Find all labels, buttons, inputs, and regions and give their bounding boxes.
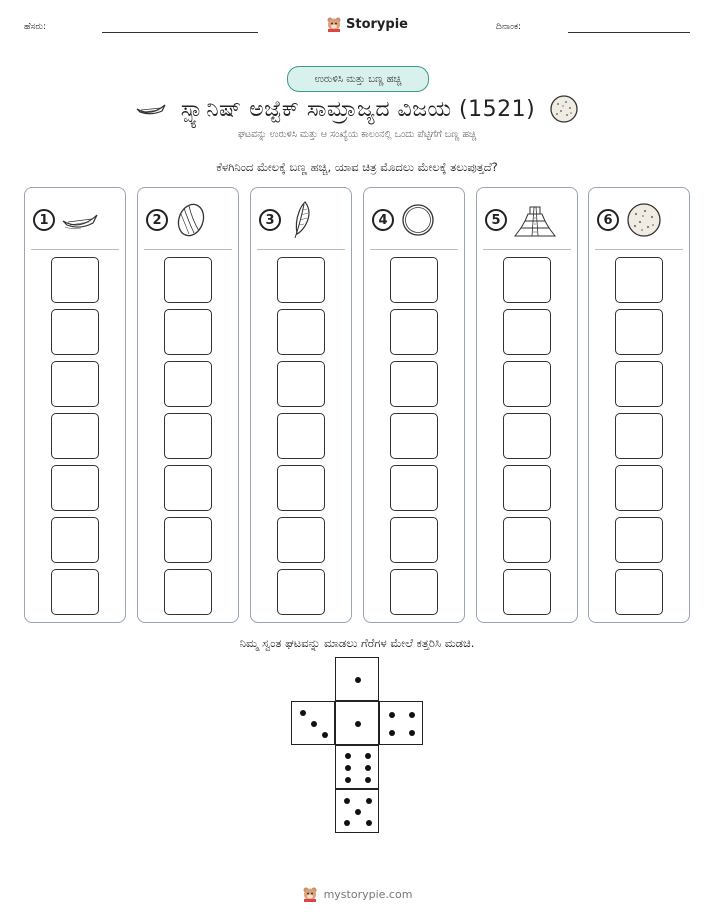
pip — [344, 820, 350, 826]
pip — [344, 798, 350, 804]
color-box[interactable] — [51, 413, 99, 459]
color-box[interactable] — [390, 309, 438, 355]
canoe-icon — [135, 99, 167, 119]
color-box[interactable] — [615, 569, 663, 615]
color-box[interactable] — [51, 361, 99, 407]
pip — [365, 777, 371, 783]
activity-badge: ಉರುಳಿಸಿ ಮತ್ತು ಬಣ್ಣ ಹಚ್ಚಿ — [287, 66, 429, 92]
pip — [409, 712, 415, 718]
pip — [345, 777, 351, 783]
footer — [0, 886, 714, 902]
dice-columns — [24, 187, 690, 623]
pip — [322, 732, 328, 738]
color-box[interactable] — [503, 361, 551, 407]
color-box[interactable] — [615, 309, 663, 355]
pip — [355, 809, 361, 815]
color-box[interactable] — [390, 569, 438, 615]
color-box[interactable] — [277, 309, 325, 355]
page-title: ಸ್ಪ್ಯಾನಿಷ್ ಅಜ್ಟೆಕ್ ಸಾಮ್ರಾಜ್ಯದ ವಿಜಯ (1521) — [180, 96, 536, 122]
color-box[interactable] — [51, 569, 99, 615]
column-3 — [250, 187, 352, 623]
pip — [365, 765, 371, 771]
pyramid-icon — [513, 202, 557, 238]
color-box[interactable] — [615, 465, 663, 511]
column-2 — [137, 187, 239, 623]
cut-instruction: ನಿಮ್ಮ ಸ್ವಂತ ಘಟವನ್ನು ಮಾಡಲು ಗೆರೆಗಳ ಮೇಲೆ ಕತ್ತರಿಸಿ ಮಡಚಿ. — [239, 636, 475, 650]
footer-url[interactable]: mystorypie.com — [323, 887, 413, 901]
color-box[interactable] — [277, 413, 325, 459]
gold-coin-icon — [400, 202, 436, 238]
color-box[interactable] — [277, 257, 325, 303]
color-box[interactable] — [164, 413, 212, 459]
column-number: 5 — [485, 209, 507, 231]
color-box[interactable] — [615, 413, 663, 459]
name-label: ಹೆಸರು: — [24, 22, 47, 32]
die-face-4 — [379, 701, 423, 745]
column-header — [33, 200, 117, 240]
color-box[interactable] — [164, 465, 212, 511]
column-number: 3 — [259, 209, 281, 231]
pip — [355, 677, 361, 683]
die-face-5 — [335, 789, 379, 833]
column-6 — [588, 187, 690, 623]
color-box[interactable] — [390, 413, 438, 459]
logo-text: Storypie — [346, 16, 408, 32]
color-box[interactable] — [164, 361, 212, 407]
pip — [300, 710, 306, 716]
column-number: 2 — [146, 209, 168, 231]
color-box[interactable] — [390, 361, 438, 407]
bear-mascot-icon — [326, 16, 342, 32]
color-box[interactable] — [615, 257, 663, 303]
color-box[interactable] — [164, 257, 212, 303]
die-face-1 — [335, 701, 379, 745]
pip — [345, 765, 351, 771]
column-header — [372, 200, 456, 240]
column-header — [259, 200, 343, 240]
pip — [366, 820, 372, 826]
die-face-6 — [335, 745, 379, 789]
color-box[interactable] — [51, 309, 99, 355]
color-box[interactable] — [503, 569, 551, 615]
color-box[interactable] — [277, 569, 325, 615]
column-1 — [24, 187, 126, 623]
column-number: 6 — [597, 209, 619, 231]
color-box[interactable] — [503, 413, 551, 459]
color-instruction: ಕೆಳಗಿನಿಂದ ಮೇಲಕ್ಕೆ ಬಣ್ಣ ಹಚ್ಚಿ, ಯಾವ ಚಿತ್ರ ಮೊದಲು ಮೇಲಕ್ಕೆ ತಲುಪುತ್ತದೆ? — [216, 160, 498, 174]
name-line — [102, 32, 258, 33]
color-box[interactable] — [390, 257, 438, 303]
color-box[interactable] — [390, 465, 438, 511]
color-box[interactable] — [615, 361, 663, 407]
pip — [389, 730, 395, 736]
pip — [365, 753, 371, 759]
color-box[interactable] — [51, 517, 99, 563]
tortilla-icon — [625, 201, 663, 239]
column-header — [485, 200, 569, 240]
color-box[interactable] — [51, 465, 99, 511]
canoe-icon — [61, 207, 99, 233]
bear-mascot-icon — [302, 886, 318, 902]
color-box[interactable] — [164, 517, 212, 563]
die-face-3 — [291, 701, 335, 745]
pip — [389, 712, 395, 718]
column-4 — [363, 187, 465, 623]
color-box[interactable] — [277, 465, 325, 511]
color-box[interactable] — [503, 465, 551, 511]
tortilla-icon — [549, 94, 579, 124]
color-box[interactable] — [503, 309, 551, 355]
color-box[interactable] — [164, 309, 212, 355]
pip — [355, 721, 361, 727]
storypie-logo — [326, 16, 408, 32]
worksheet-header — [0, 16, 714, 40]
column-header — [597, 200, 681, 240]
color-box[interactable] — [164, 569, 212, 615]
color-box[interactable] — [390, 517, 438, 563]
color-box[interactable] — [503, 257, 551, 303]
color-box[interactable] — [615, 517, 663, 563]
cacao-pod-icon — [174, 202, 208, 238]
page-subtitle: ಘಟವನ್ನು ಉರುಳಿಸಿ ಮತ್ತು ಆ ಸಂಖ್ಯೆಯ ಕಾಲಂನಲ್ಲಿ ಒಂದು ಪೆಟ್ಟಿಗೆಗೆ ಬಣ್ಣ ಹಚ್ಚಿ — [237, 129, 477, 140]
column-number: 4 — [372, 209, 394, 231]
title-row — [0, 92, 714, 126]
pip — [366, 798, 372, 804]
column-header — [146, 200, 230, 240]
color-box[interactable] — [277, 517, 325, 563]
pip — [409, 730, 415, 736]
die-face-1 — [335, 657, 379, 701]
feather-icon — [287, 200, 315, 240]
color-box[interactable] — [277, 361, 325, 407]
column-5 — [476, 187, 578, 623]
date-label: ದಿನಾಂಕ: — [496, 22, 522, 32]
color-box[interactable] — [51, 257, 99, 303]
pip — [345, 753, 351, 759]
date-line — [568, 32, 690, 33]
column-number: 1 — [33, 209, 55, 231]
color-box[interactable] — [503, 517, 551, 563]
pip — [311, 721, 317, 727]
